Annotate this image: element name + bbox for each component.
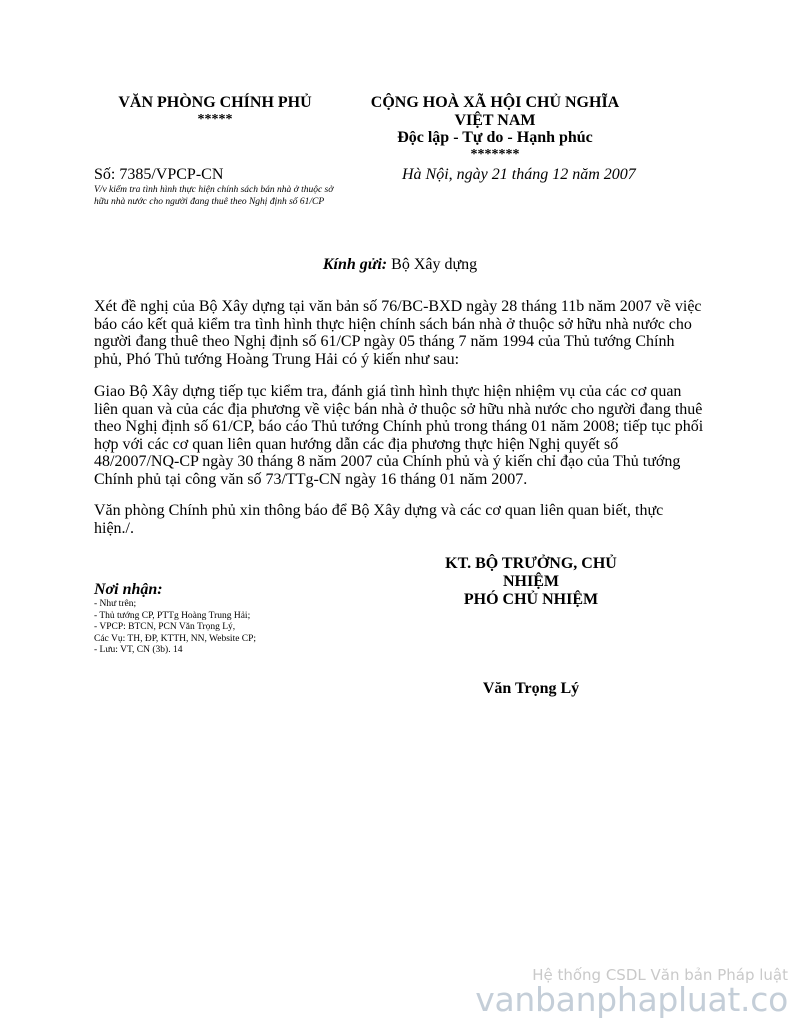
recipient-name: Bộ Xây dựng (387, 256, 478, 273)
body-paragraph-3: Văn phòng Chính phủ xin thông báo để Bộ Xây dựng và các cơ quan liên quan biết, thực hiện./. (94, 502, 664, 537)
recipients-list (94, 599, 354, 657)
document-subject: V/v kiểm tra tình hình thực hiện chính sách bán nhà ở thuộc sở hữu nhà nước cho người đang thuê theo Nghị định số 61/CP (94, 185, 334, 207)
recipient-line (0, 255, 800, 275)
dateline: Hà Nội, ngày 21 tháng 12 năm 2007 (402, 166, 636, 183)
motto-separator: ******* (470, 147, 520, 162)
issuing-agency: VĂN PHÒNG CHÍNH PHỦ (118, 94, 312, 111)
signer-title (420, 555, 642, 609)
watermark-caption: Hệ thống CSDL Văn bản Pháp luật (532, 966, 788, 984)
recipient-item: - Như trên; (94, 599, 137, 609)
national-motto: Độc lập - Tự do - Hạnh phúc (397, 129, 593, 146)
document-number: Số: 7385/VPCP-CN (94, 166, 224, 183)
signer-title-line2: NHIỆM (503, 573, 559, 590)
national-title-line1: CỘNG HOÀ XÃ HỘI CHỦ NGHĨA (370, 94, 620, 111)
signer-title-line3: PHÓ CHỦ NHIỆM (463, 591, 599, 608)
signer-name: Văn Trọng Lý (482, 680, 580, 697)
recipient-item: Các Vụ: TH, ĐP, KTTH, NN, Website CP; (94, 633, 257, 644)
recipient-item: - Lưu: VT, CN (3b). 14 (94, 645, 183, 656)
national-title (360, 94, 630, 130)
national-title-line2: VIỆT NAM (454, 112, 536, 129)
agency-separator: ***** (197, 112, 233, 127)
recipient-label: Kính gửi: (322, 256, 388, 273)
recipients-heading: Nơi nhận: (94, 581, 163, 598)
watermark-site: vanbanphapluat.co (475, 980, 788, 1019)
recipient-item: - Thủ tướng CP, PTTg Hoàng Trung Hải; (94, 610, 251, 621)
signer-title-line1: KT. BỘ TRƯỞNG, CHỦ (445, 555, 617, 572)
recipient-item: - VPCP: BTCN, PCN Văn Trọng Lý, (94, 622, 236, 633)
body-paragraph-2: Giao Bộ Xây dựng tiếp tục kiểm tra, đánh giá tình hình thực hiện nhiệm vụ của các cơ quan liên quan và của các địa phương về việc bán nhà ở thuộc sở hữu nhà nước cho người đang thuê theo Nghị định số 61/CP, báo cáo Thủ tướng Chính phủ trong tháng 01 năm 2008; tiếp tục phối hợp với các cơ quan liên quan hướng dẫn các địa phương thực hiện Nghị quyết số 48/2007/NQ-CP ngày 30 tháng 8 năm 2007 của Chính phủ và ý kiến chỉ đạo của Thủ tướng Chính phủ tại công văn số 73/TTg-CN ngày 16 tháng 01 năm 2007. (94, 383, 704, 488)
body-paragraph-1: Xét đề nghị của Bộ Xây dựng tại văn bản số 76/BC-BXD ngày 28 tháng 11b năm 2007 về việc báo cáo kết quả kiểm tra tình hình thực hiện chính sách bán nhà ở thuộc sở hữu nhà nước cho người đang thuê theo Nghị định số 61/CP ngày 05 tháng 7 năm 1994 của Thủ tướng Chính phủ, Phó Thủ tướng Hoàng Trung Hải có ý kiến như sau: (94, 298, 702, 368)
